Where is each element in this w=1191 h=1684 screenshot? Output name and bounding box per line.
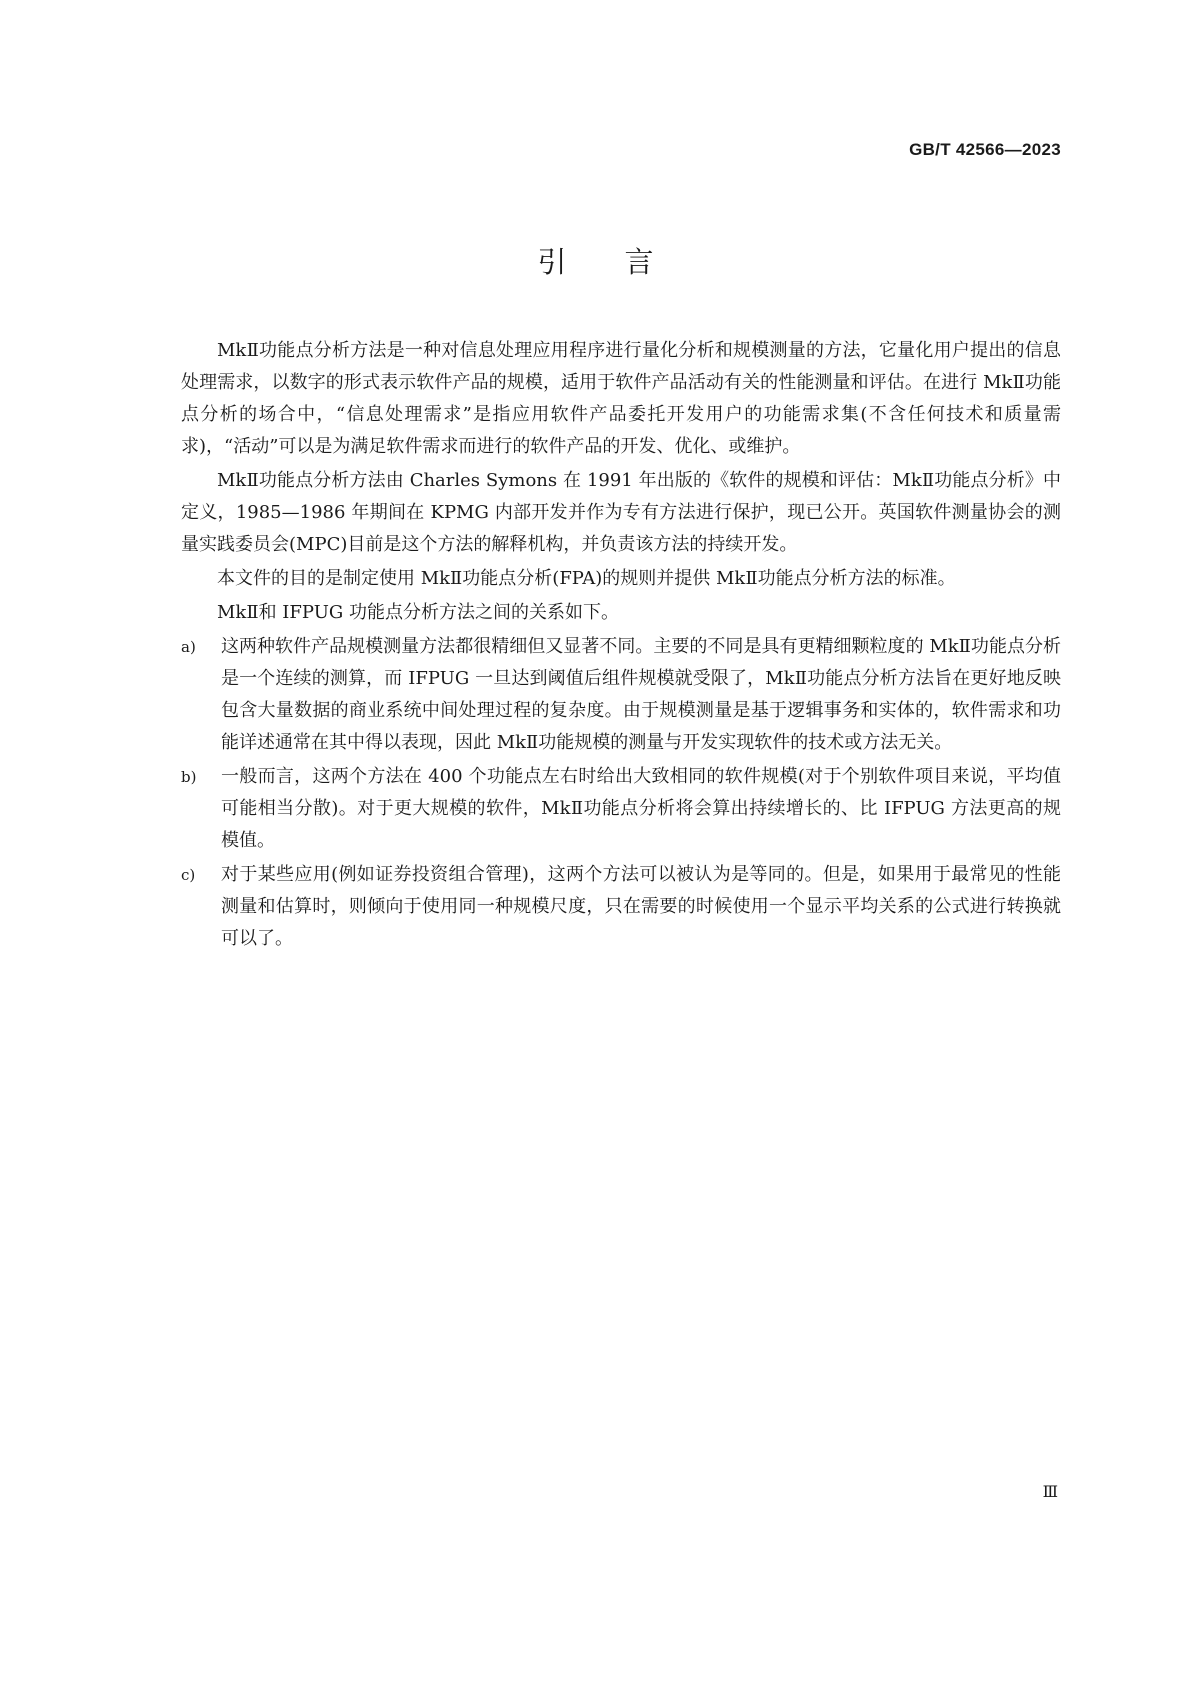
page-title: 引言 [537,245,712,279]
paragraph: MkⅡ和 IFPUG 功能点分析方法之间的关系如下。 [217,602,619,623]
list-item [181,761,1061,857]
list-marker: a) [181,638,196,656]
paragraph: MkⅡ功能点分析方法是一种对信息处理应用程序进行量化分析和规模测量的方法，它量化用户提出的信息处理需求，以数字的形式表示软件产品的规模，适用于软件产品活动有关的性能测量和评估。在进行 MkⅡ功能点分析的场合中，“信息处理需求”是指应用软件产品委托开发用户的功能需求集(不含任何技术和质量需求)，“活动”可以是为满足软件需求而进行的软件产品的开发、优化、或维护。 [181,340,1061,457]
list-item-text: 这两种软件产品规模测量方法都很精细但又显著不同。主要的不同是具有更精细颗粒度的 MkⅡ功能点分析是一个连续的测算，而 IFPUG 一旦达到阈值后组件规模就受限了，MkⅡ功能点分析方法旨在更好地反映包含大量数据的商业系统中间处理过程的复杂度。由于规模测量是基于逻辑事务和实体的，软件需求和功能详述通常在其中得以表现，因此 MkⅡ功能规模的测量与开发实现软件的技术或方法无关。 [221,636,1061,753]
paragraph: MkⅡ功能点分析方法由 Charles Symons 在 1991 年出版的《软件的规模和评估：MkⅡ功能点分析》中定义，1985—1986 年期间在 KPMG 内部开发并作为专有方法进行保护，现已公开。英国软件测量协会的测量实践委员会(MPC)目前是这个方法的解释机构，并负责该方法的持续开发。 [181,470,1061,555]
page-number: Ⅲ [1042,1482,1058,1501]
list-marker: c) [181,866,196,884]
list-item [181,859,1061,955]
list-item [181,631,1061,759]
document-body [181,335,1061,955]
standard-number: GB/T 42566—2023 [909,140,1061,159]
paragraph: 本文件的目的是制定使用 MkⅡ功能点分析(FPA)的规则并提供 MkⅡ功能点分析方法的标准。 [217,568,956,589]
relationship-list [181,631,1061,955]
list-marker: b) [181,768,197,786]
list-item-text: 对于某些应用(例如证券投资组合管理)，这两个方法可以被认为是等同的。但是，如果用于最常见的性能测量和估算时，则倾向于使用同一种规模尺度，只在需要的时候使用一个显示平均关系的公式进行转换就可以了。 [221,864,1061,949]
list-item-text: 一般而言，这两个方法在 400 个功能点左右时给出大致相同的软件规模(对于个别软件项目来说，平均值可能相当分散)。对于更大规模的软件，MkⅡ功能点分析将会算出持续增长的、比 IFPUG 方法更高的规模值。 [221,766,1061,851]
